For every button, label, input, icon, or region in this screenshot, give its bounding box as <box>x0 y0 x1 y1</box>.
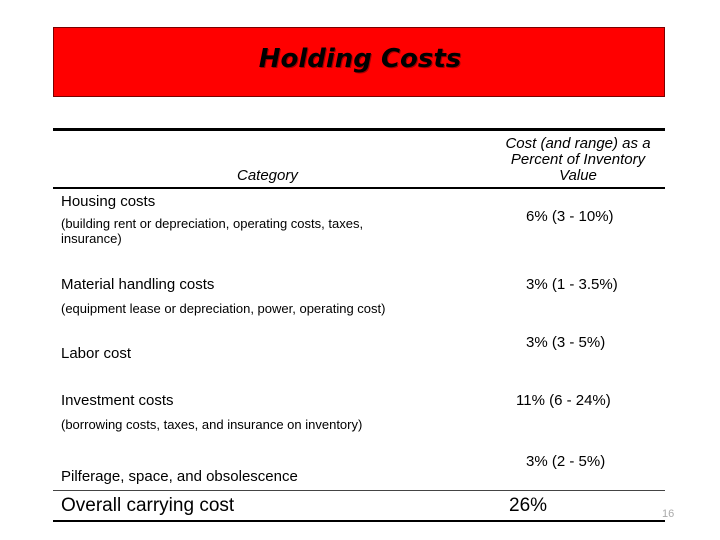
row-housing-category: Housing costs <box>61 193 156 210</box>
total-category: Overall carrying cost <box>61 495 235 516</box>
row-material-handling-category: Material handling costs <box>61 276 215 293</box>
row-material-handling-detail: (equipment lease or depreciation, power, operating cost) <box>61 301 386 316</box>
total-top-rule <box>53 490 665 491</box>
slide-title: Holding Costs <box>258 44 462 74</box>
page-number: 16 <box>662 508 675 520</box>
row-investment-value: 11% (6 - 24%) <box>516 392 611 409</box>
row-material-handling-value: 3% (1 - 3.5%) <box>526 276 618 293</box>
header-cost-line-2: Percent of Inventory <box>510 151 646 168</box>
header-separator-rule <box>53 187 665 189</box>
table-bottom-rule <box>53 520 665 522</box>
total-value: 26% <box>509 495 548 516</box>
row-housing-value: 6% (3 - 10%) <box>526 208 614 225</box>
header-cost-line-1: Cost (and range) as a <box>505 135 651 152</box>
row-housing-detail-line-2: insurance) <box>61 231 122 246</box>
row-pilferage-value: 3% (2 - 5%) <box>526 453 606 470</box>
table-top-rule <box>53 128 665 131</box>
row-labor-value: 3% (3 - 5%) <box>526 334 606 351</box>
header-category: Category <box>237 167 298 184</box>
row-labor-category: Labor cost <box>61 345 132 362</box>
row-investment-category: Investment costs <box>61 392 174 409</box>
row-investment-detail: (borrowing costs, taxes, and insurance on inventory) <box>61 417 363 432</box>
row-housing-detail-line-1: (building rent or depreciation, operating costs, taxes, <box>61 216 364 231</box>
header-cost-line-3: Value <box>559 167 597 184</box>
row-pilferage-category: Pilferage, space, and obsolescence <box>61 468 298 485</box>
